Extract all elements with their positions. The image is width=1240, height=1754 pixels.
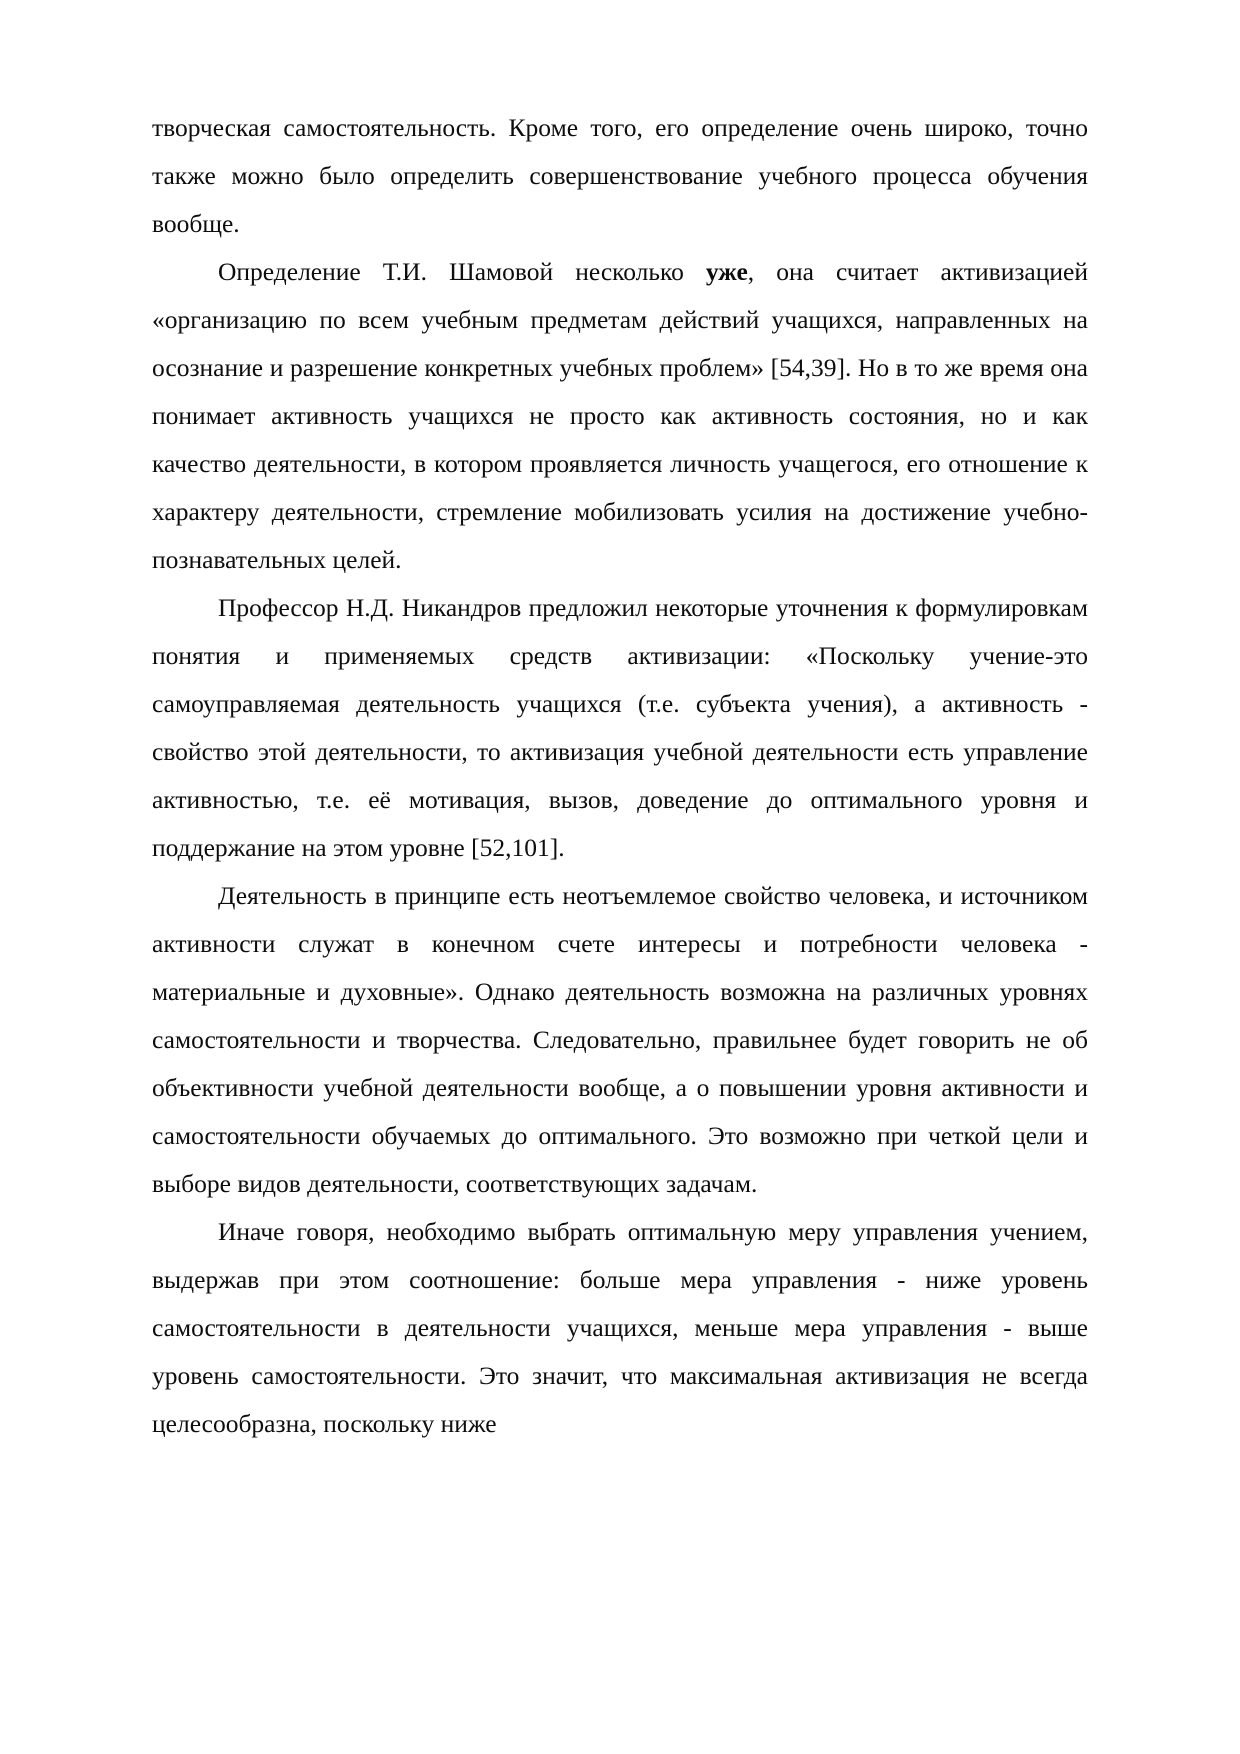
paragraph-2-segment-3: , она считает активизацией «организацию по всем учебным предметам действий учащихся, направленных на осознание и разрешение конкретных учебных проблем» [54,39]. Но в то же время она понимает активность учащихся не просто как активность состояния, но и как качество деятельности, в котором проявляется личность учащегося, его отношение к характеру деятельности, стремление мобилизовать усилия на достижение учебно-познавательных целей. [152,257,1088,574]
paragraph-1: творческая самостоятельность. Кроме того, его определение очень широко, точно также можно было определить совершенствование учебного процесса обучения вообще. [152,113,1088,238]
document-text-body [152,104,1088,1448]
paragraph-3: Профессор Н.Д. Никандров предложил некоторые уточнения к формулировкам понятия и применяемых средств активизации: «Поскольку учение-это самоуправляемая деятельность учащихся (т.е. субъекта учения), а активность - свойство этой деятельности, то активизация учебной деятельности есть управление активностью, т.е. её мотивация, вызов, доведение до оптимального уровня и поддержание на этом уровне [52,101]. [152,593,1088,862]
paragraph-4: Деятельность в принципе есть неотъемлемое свойство человека, и источником активности служат в конечном счете интересы и потребности человека - материальные и духовные». Однако деятельность возможна на различных уровнях самостоятельности и творчества. Следовательно, правильнее будет говорить не об объективности учебной деятельности вообще, а о повышении уровня активности и самостоятельности обучаемых до оптимального. Это возможно при четкой цели и выборе видов деятельности, соответствующих задачам. [152,881,1088,1198]
paragraph-5: Иначе говоря, необходимо выбрать оптимальную меру управления учением, выдержав при этом соотношение: больше мера управления - ниже уровень самостоятельности в деятельности учащихся, меньше мера управления - выше уровень самостоятельности. Это значит, что максимальная активизация не всегда целесообразна, поскольку ниже [152,1217,1088,1438]
paragraph-2-emphasis: уже [705,257,748,286]
paragraph-2 [152,248,1088,584]
paragraph-2-segment-1: Определение Т.И. Шамовой несколько [218,257,706,286]
